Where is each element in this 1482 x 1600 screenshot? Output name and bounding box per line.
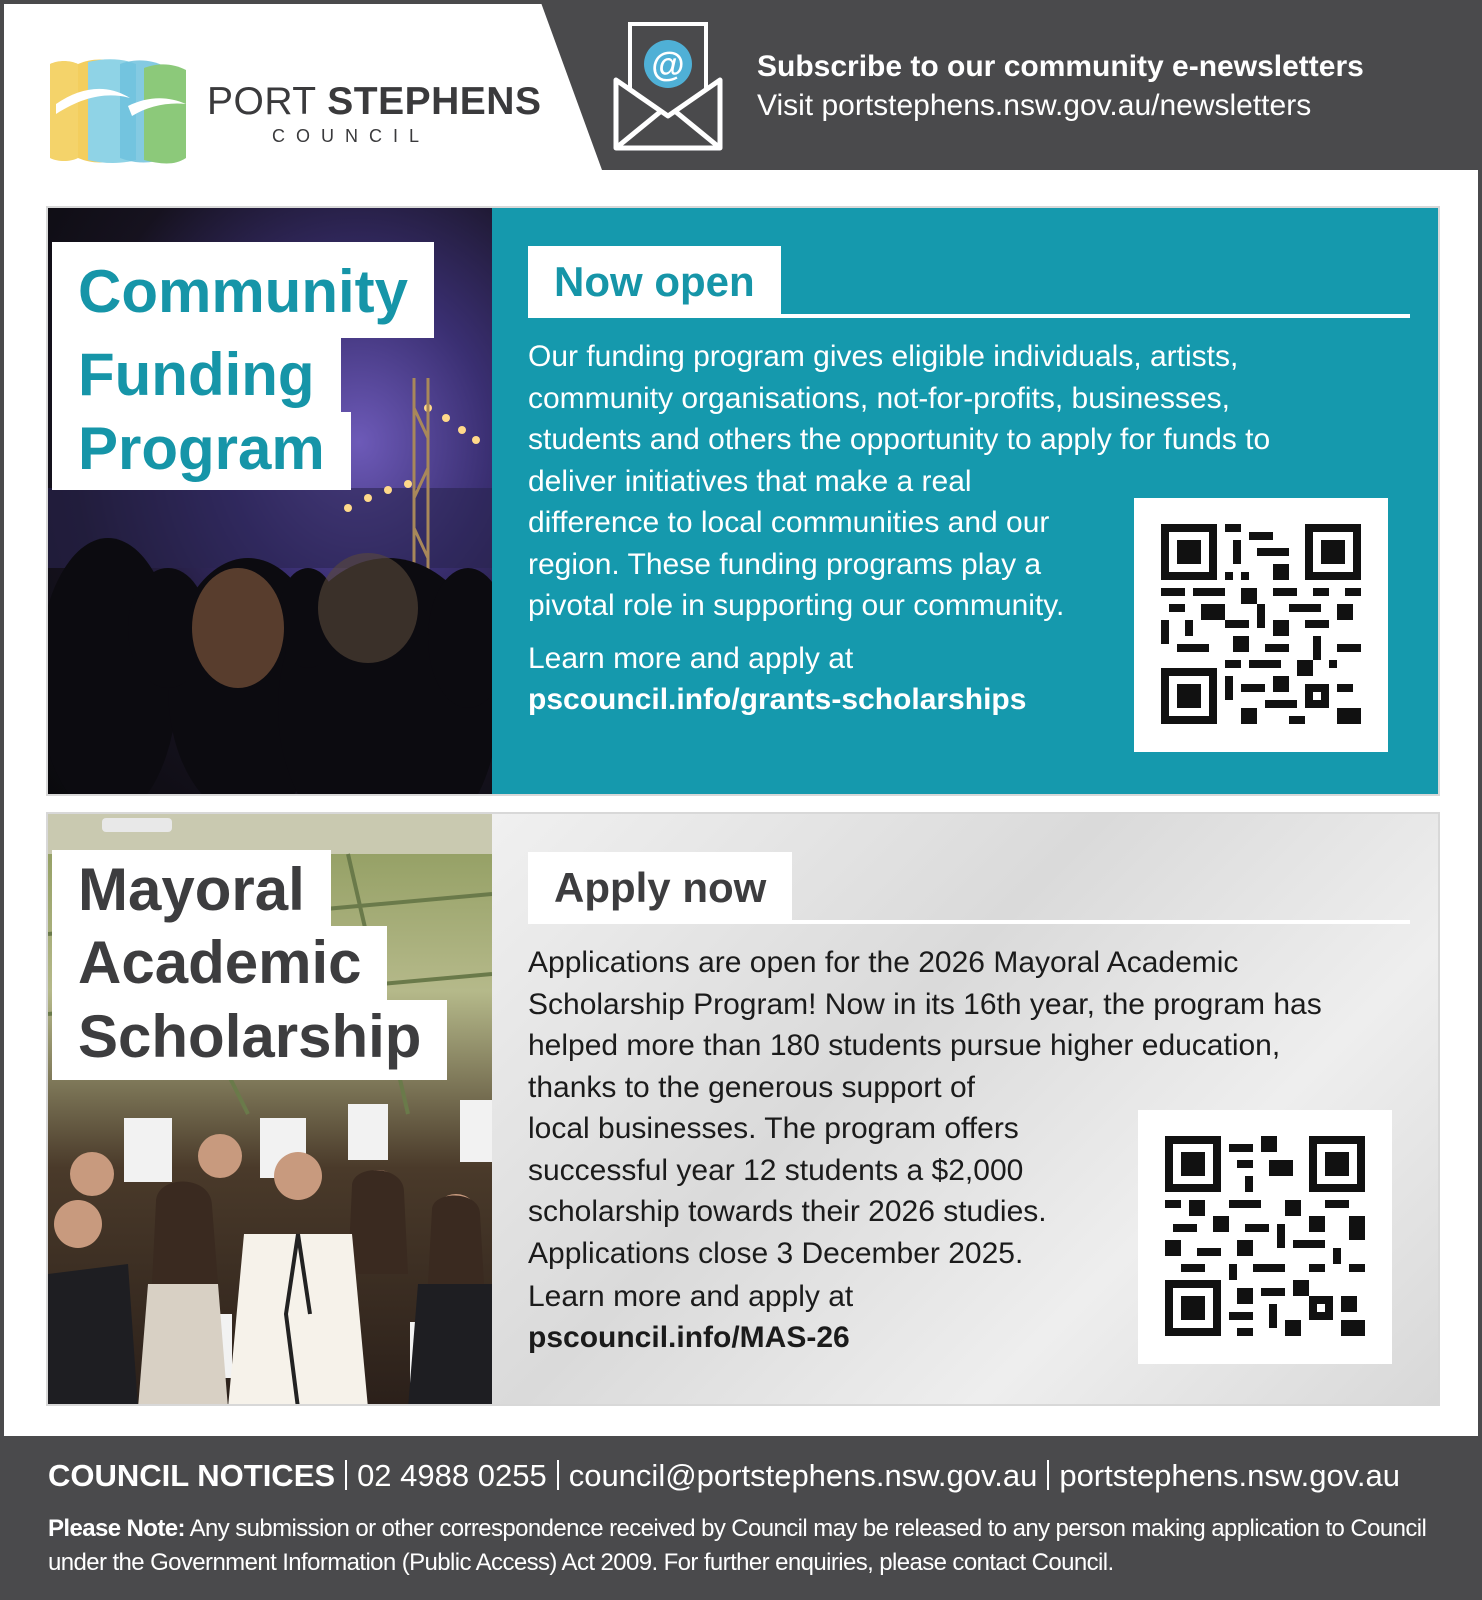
footer-website[interactable]: portstephens.nsw.gov.au (1059, 1458, 1400, 1493)
students-photo (48, 814, 492, 1404)
scholarship-title-line-1: Mayoral (52, 850, 331, 926)
subscribe-title: Subscribe to our community e-newsletters (757, 50, 1364, 83)
svg-text:@: @ (651, 46, 685, 84)
logo-wordmark (207, 80, 541, 124)
scholarship-qr-code[interactable] (1138, 1110, 1392, 1364)
footer-note-label: Please Note: (48, 1515, 185, 1542)
footer-email[interactable]: council@portstephens.nsw.gov.au (568, 1458, 1038, 1493)
logo-subtitle: COUNCIL (272, 126, 431, 146)
scholarship-learn-label: Learn more and apply at (528, 1280, 854, 1313)
footer-note-text: Any submission or other correspondence received by Council may be released to any person making application to Council under the Government Information (Public Access) Act 2009. For further enquiries, please contact Council. (48, 1515, 1427, 1576)
funding-title-line-1: Community (52, 242, 434, 338)
scholarship-tag: Apply now (528, 852, 792, 924)
subscribe-link[interactable]: Visit portstephens.nsw.gov.au/newsletters (757, 89, 1312, 122)
funding-panel (46, 206, 1440, 796)
qr-code-icon (1161, 524, 1361, 724)
funding-tag: Now open (528, 246, 781, 318)
footer-notices-label: COUNCIL NOTICES (48, 1458, 336, 1493)
footer-divider (1047, 1460, 1049, 1490)
funding-content (492, 208, 1438, 794)
funding-qr-code[interactable] (1134, 498, 1388, 752)
funding-title-line-2: Funding (52, 338, 341, 412)
scholarship-learn-more (528, 1276, 853, 1358)
scholarship-title-line-3: Scholarship (52, 1000, 447, 1080)
footer-phone[interactable]: 02 4988 0255 (357, 1458, 547, 1493)
logo-wordmark-bold: STEPHENS (327, 80, 542, 123)
email-envelope-icon (612, 20, 724, 152)
scholarship-body: Applications are open for the 2026 Mayoral Academic Scholarship Program! Now in its 16th year, the program has helped more than 180 students pursue higher education, thanks to the generous support of local businesses. The program offers successful year 12 students a $2,000 scholarship towards their 2026 studies. Applications close 3 December 2025. (528, 946, 1322, 1270)
scholarship-content (492, 814, 1438, 1404)
scholarship-panel (46, 812, 1440, 1406)
qr-code-icon (1165, 1136, 1365, 1336)
funding-learn-label: Learn more and apply at (528, 642, 854, 675)
event-crowd-photo (48, 208, 492, 794)
council-logo-icon (48, 58, 188, 166)
logo-wordmark-light: PORT (207, 80, 328, 123)
scholarship-title-line-2: Academic (52, 926, 387, 1000)
funding-title-line-3: Program (52, 412, 351, 490)
funding-link[interactable]: pscouncil.info/grants-scholarships (528, 683, 1027, 716)
footer-divider (557, 1460, 559, 1490)
funding-body: Our funding program gives eligible individuals, artists, community organisations, not-for-profits, businesses, students and others the opportunity to apply for funds to deliver initiatives that make a real difference to local communities and our region. These funding programs play a pivotal role in supporting our community. (528, 340, 1271, 622)
scholarship-link[interactable]: pscouncil.info/MAS-26 (528, 1321, 850, 1354)
footer-contact-line (48, 1458, 1400, 1494)
funding-learn-more (528, 638, 1026, 720)
footer-divider (345, 1460, 347, 1490)
footer (0, 1436, 1482, 1600)
footer-note (48, 1512, 1448, 1580)
funding-rule (528, 314, 1410, 318)
scholarship-rule (528, 920, 1410, 924)
